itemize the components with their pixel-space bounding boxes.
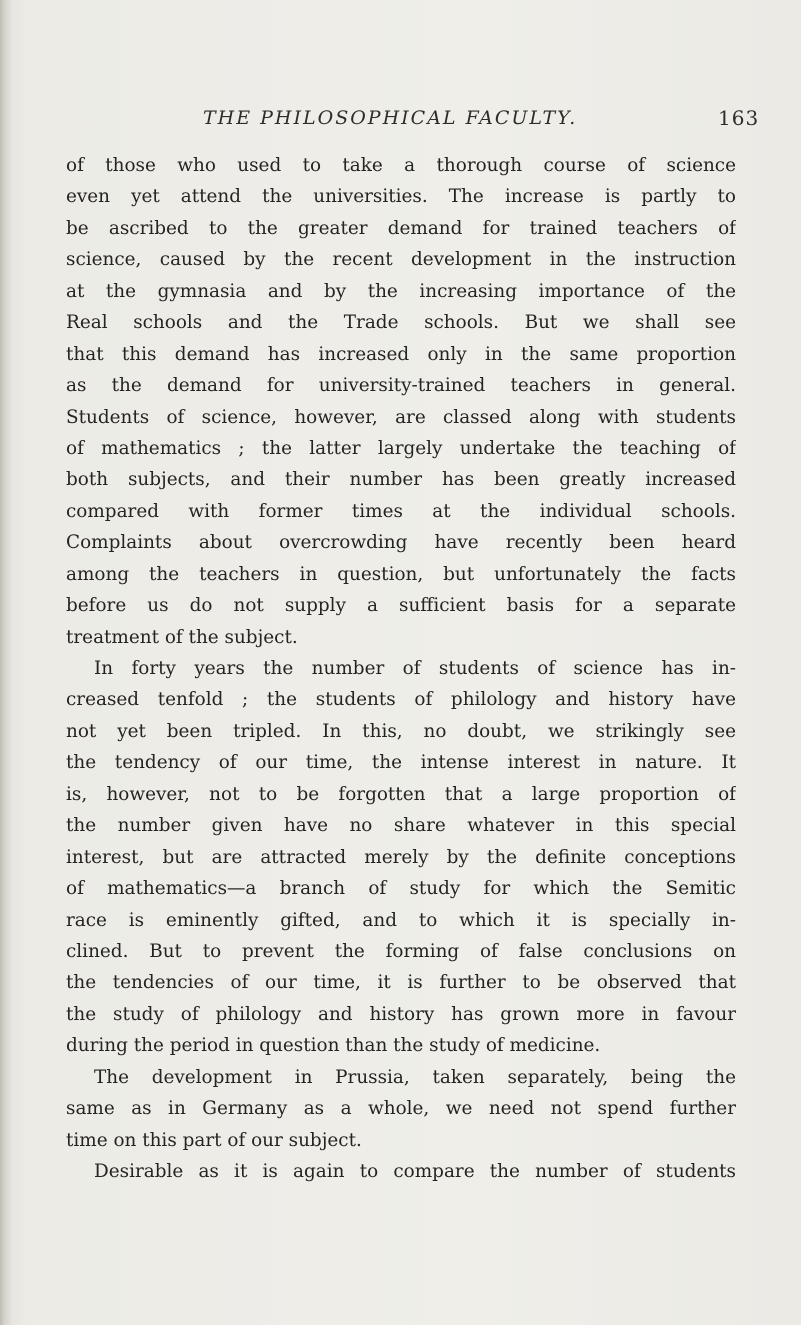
text-line: same as in Germany as a whole, we need not spend further (66, 1098, 736, 1120)
text-line: at the gymnasia and by the increasing importance of the (66, 280, 736, 302)
text-line: as the demand for university-trained teachers in general. (66, 375, 736, 397)
text-line: compared with former times at the individual schools. (66, 500, 736, 522)
text-line: be ascribed to the greater demand for trained teachers of (66, 217, 736, 239)
page-header (0, 104, 801, 134)
running-head: THE PHILOSOPHICAL FACULTY. (203, 107, 578, 129)
paragraph-start-line: Desirable as it is again to compare the number of students (94, 1161, 736, 1182)
text-line: of mathematics ; the latter largely undertake the teaching of (66, 437, 736, 459)
text-line: the tendencies of our time, it is further to be observed that (66, 972, 736, 994)
paragraph-end-line: time on this part of our subject. (66, 1129, 362, 1151)
text-line: even yet attend the universities. The increase is partly to (66, 186, 736, 208)
text-line: science, caused by the recent development in the instruction (66, 249, 736, 271)
text-line: not yet been tripled. In this, no doubt, we strikingly see (66, 720, 736, 742)
text-line: Real schools and the Trade schools. But we shall see (66, 312, 736, 334)
text-line: the study of philology and history has grown more in favour (66, 1003, 736, 1025)
text-line: Complaints about overcrowding have recently been heard (66, 532, 736, 554)
text-line: among the teachers in question, but unfortunately the facts (66, 563, 736, 585)
text-line: Students of science, however, are classed along with students (66, 406, 736, 428)
text-line: clined. But to prevent the forming of false conclusions on (66, 940, 736, 962)
binding-shadow (0, 0, 12, 1325)
text-line: is, however, not to be forgotten that a large proportion of (66, 783, 736, 805)
body-text (66, 150, 736, 1187)
paragraph-start-line: In forty years the number of students of science has in- (94, 658, 736, 679)
text-line: of mathematics—a branch of study for which the Semitic (66, 878, 736, 900)
text-line: of those who used to take a thorough course of science (66, 155, 736, 176)
paragraph-end-line: treatment of the subject. (66, 626, 298, 648)
text-line: the number given have no share whatever in this special (66, 815, 736, 837)
text-line: the tendency of our time, the intense interest in nature. It (66, 752, 736, 774)
text-line: creased tenfold ; the students of philology and history have (66, 689, 736, 711)
text-line: race is eminently gifted, and to which it is specially in- (66, 909, 736, 931)
text-line: both subjects, and their number has been greatly increased (66, 469, 736, 491)
text-line: interest, but are attracted merely by the definite conceptions (66, 846, 736, 868)
page-number: 163 (718, 106, 760, 130)
text-line: before us do not supply a sufficient basis for a separate (66, 595, 736, 617)
text-line: that this demand has increased only in the same proportion (66, 343, 736, 365)
paragraph-end-line: during the period in question than the study of medicine. (66, 1035, 601, 1057)
paragraph-start-line: The development in Prussia, taken separately, being the (94, 1066, 736, 1088)
